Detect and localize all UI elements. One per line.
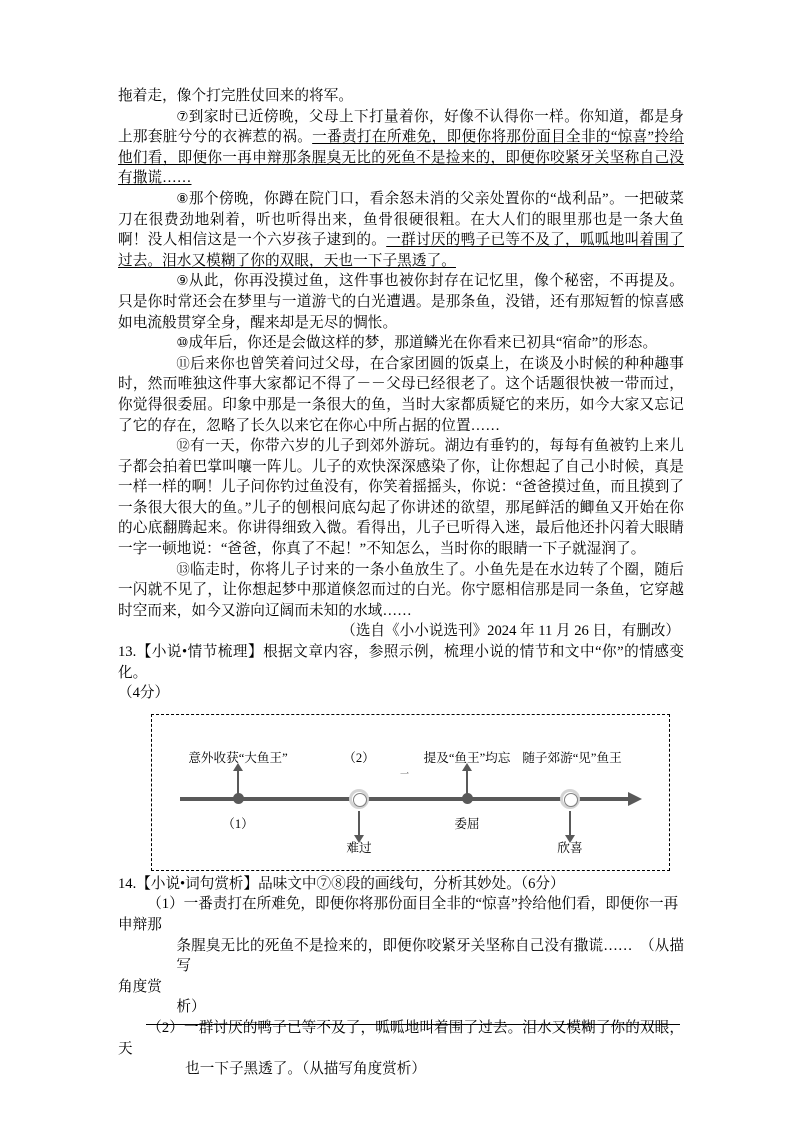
timeline-dot-hollow-2 <box>349 789 369 809</box>
paragraph-marker-10: ⑩ <box>176 335 189 351</box>
paragraph-marker-7: ⑦ <box>176 108 189 124</box>
question-14-tag: 【小说•词句赏析】 <box>136 875 259 892</box>
paragraph-marker-8: ⑧ <box>176 190 189 206</box>
paragraph-7-underlined: 一番责打在所难免，即便你将那份面目全非的“惊喜”拎给他们看，即便你一再申辩那条腥臭无比的死鱼不是捡来的，即便你咬紧牙关坚称自己没有撒谎…… <box>118 129 684 187</box>
question-14-item-1-line-3: 条腥臭无比的死鱼不是捡来的，即便你咬紧牙关坚称自己没有撒谎…… （从描写 <box>176 937 684 975</box>
timeline-stem-down-2 <box>358 811 360 837</box>
footer-divider <box>146 1024 680 1025</box>
question-14-item-1-line-2: 申辩那 <box>118 917 162 933</box>
paragraph-7 <box>118 107 684 189</box>
question-14-item-1-line-5: 析） <box>176 999 206 1016</box>
paragraph-marker-12: ⑫ <box>176 438 190 454</box>
paragraph-11-plain: 后来你也曾笑着问过父母，在合家团圆的饭桌上，在谈及小时候的种种趣事时，然而唯独这件事大家都记不得了－－父母已经很老了。这个话题很快被一带而过，你觉得很委屈。印象中那是一条很大的鱼，当时大家都质疑它的来历，如今大家又忘记了它的存在，忽略了长久以来它在你心中所占据的位置…… <box>118 355 684 434</box>
timeline-label-above-2: （2） <box>343 750 375 765</box>
question-13 <box>118 642 684 683</box>
question-14-item-2-line-2: 也一下子黑透了。（从描写角度赏析） <box>185 1061 426 1078</box>
timeline-dot-solid-3 <box>462 793 473 804</box>
paragraph-8-underlined: 一群讨厌的鸭子已等不及了，呱呱地叫着围了过去。泪水又模糊了你的双眼，天也一下子黑透了。 <box>118 232 684 269</box>
paragraph-12 <box>118 436 684 560</box>
timeline-dot-solid-1 <box>233 793 244 804</box>
timeline-stem-down-4 <box>569 811 571 837</box>
paragraph-8 <box>118 189 684 271</box>
paragraph-10 <box>118 333 684 354</box>
timeline-label-above-4: 随子郊游“见”鱼王 <box>522 750 622 765</box>
plot-timeline <box>151 714 670 871</box>
question-13-points: （4分） <box>118 685 170 702</box>
question-13-number: 13. <box>118 644 137 661</box>
paragraph-9-plain: 从此，你再没摸过鱼，这件事也被你封存在记忆里，像个秘密，不再提及。只是你时常还会在梦里与一道游弋的白光遭遇。是那条鱼，没错，还有那短暂的惊喜感如电流般贯穿全身，醒来却是无尽的惆怅。 <box>118 273 684 331</box>
question-13-stem: 根据文章内容，参照示例，梳理小说的情节和文中“你”的情感变化。 <box>118 644 684 681</box>
question-13-tag: 【小说•情节梳理】 <box>136 644 264 661</box>
question-14-item-1-line-4: 角度赏 <box>118 978 162 995</box>
question-14-number: 14. <box>118 875 137 892</box>
paragraph-marker-11: ⑪ <box>176 355 190 371</box>
paragraph-10-plain: 成年后，你还是会做这样的梦，那道鳞光在你看来已初具“宿命”的形态。 <box>188 335 658 352</box>
timeline-label-below-4: 欣喜 <box>557 840 583 855</box>
question-14-item-2-line-1: （2）一群讨厌的鸭子已等不及了，呱呱地叫着围了过去。泪水又模糊了你的双眼，天 <box>118 1019 684 1057</box>
paragraph-marker-13: ⑬ <box>176 561 190 577</box>
question-14 <box>118 874 684 895</box>
timeline-dot-hollow-4 <box>560 789 580 809</box>
timeline-label-above-1: 意外收获“大鱼王” <box>188 750 288 765</box>
paragraph-12-plain: 有一天，你带六岁的儿子到郊外游玩。湖边有垂钓的，每每有鱼被钓上来儿子都会拍着巴掌叫嚷一阵儿。儿子的欢快深深感染了你，让你想起了自己小时候，真是一样一样的啊！儿子问你钓过鱼没有，你笑着摇摇头，你说：“爸爸摸过鱼，而且摸到了一条很大很大的鱼。”儿子的刨根问底勾起了你讲述的欲望，那尾鲜活的鲫鱼又开始在你的心底翻腾起来。你讲得细致入微。看得出，儿子已听得入迷，最后他还扑闪着大眼睛一字一顿地说：“爸爸，你真了不起！”不知怎么，当时你的眼睛一下子就湿润了。 <box>118 438 684 558</box>
plot-timeline-wrap <box>118 714 684 874</box>
question-14-item-1-line-1: （1）一番责打在所难免，即便你将那份面目全非的“惊喜”拎给他们看，即便你一再 <box>147 896 679 913</box>
timeline-label-below-3: 委屈 <box>454 816 480 831</box>
paragraph-9 <box>118 271 684 333</box>
timeline-arrow-icon <box>628 792 642 806</box>
question-14-stem: 品味文中⑦⑧段的画线句，分析其妙处。 <box>258 875 521 892</box>
paragraph-continuation: 拖着走，像个打完胜仗回来的将军。 <box>118 88 354 104</box>
paragraph-11 <box>118 354 684 436</box>
question-13-points-line <box>118 683 684 704</box>
timeline-label-above-3-extra: 一 <box>400 768 410 779</box>
paragraph-8-plain: 那个傍晚，你蹲在院门口，看余怒未消的父亲处置你的“战利品”。一把破菜刀在很费劲地剁着，听也听得出来，鱼骨很硬很粗。在大人们的眼里那也是一条大鱼啊！没人相信这是一个六岁孩子逮到的。 <box>118 190 684 249</box>
source-attribution: （选自《小小说选刊》2024 年 11 月 26 日，有删改） <box>341 623 680 640</box>
page-content <box>118 86 684 1080</box>
timeline-label-below-2: 难过 <box>346 840 372 855</box>
question-14-points: （6分） <box>520 875 565 892</box>
timeline-label-below-1: （1） <box>222 816 254 831</box>
timeline-label-above-3: 提及“鱼王”均忘 <box>423 750 511 765</box>
paragraph-marker-9: ⑨ <box>176 273 189 289</box>
paragraph-13 <box>118 560 684 622</box>
paragraph-7-plain: 到家时已近傍晚，父母上下打量着你，好像不认得你一样。你知道，都是身上那套脏兮兮的衣裤惹的祸。 <box>118 108 684 146</box>
paragraph-13-plain: 临走时，你将儿子讨来的一条小鱼放生了。小鱼先是在水边转了个圈，随后一闪就不见了，让你想起梦中那道倏忽而过的白光。你宁愿相信那是同一条鱼，它穿越时空而来，如今又游向辽阔而未知的水域…… <box>118 561 684 619</box>
